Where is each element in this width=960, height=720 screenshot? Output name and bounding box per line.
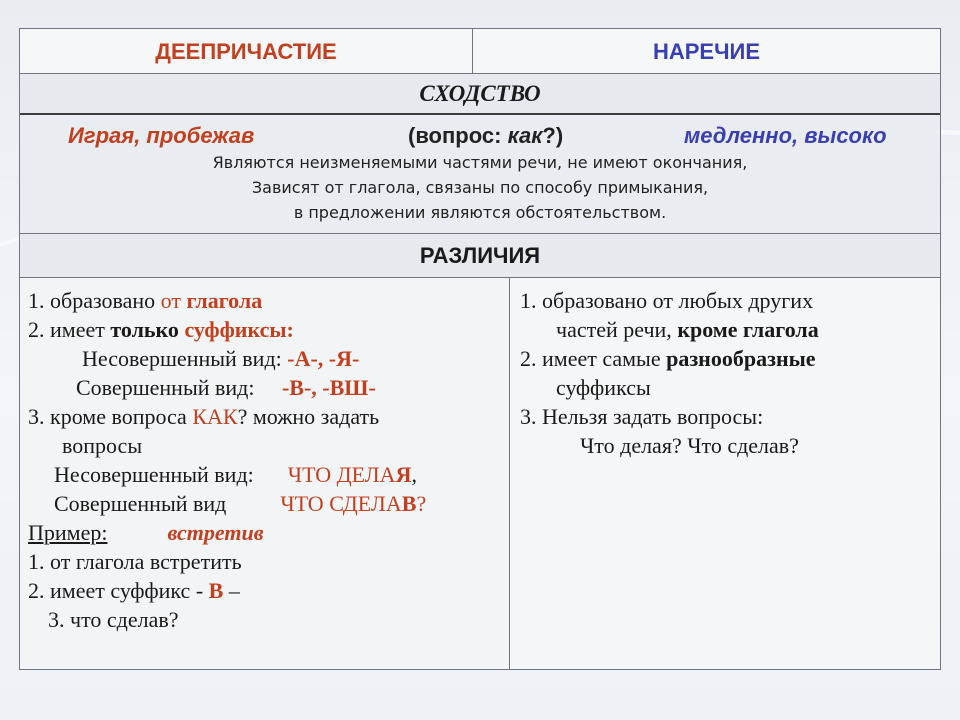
diff-left-line: 3. кроме вопроса КАК? можно задать xyxy=(28,404,380,429)
diff-left-line: Несовершенный вид: ЧТО ДЕЛАЯ, xyxy=(54,462,417,487)
diff-right-line: суффиксы xyxy=(556,375,651,400)
header-row xyxy=(20,29,940,74)
question-note xyxy=(408,123,563,149)
diff-left-line: 1. образовано от глагола xyxy=(28,288,263,313)
diff-left-line: 3. что сделав? xyxy=(48,607,179,632)
diff-left-line: 2. имеет суффикс - В – xyxy=(28,578,240,603)
similarity-line-3: в предложении являются обстоятельством. xyxy=(293,203,667,222)
similarity-line-2: Зависят от глагола, связаны по способу примыкания, xyxy=(251,178,709,197)
diff-left-line: Совершенный вид ЧТО СДЕЛАВ? xyxy=(54,491,427,516)
adverb-differences xyxy=(510,278,940,669)
header-participle: ДЕЕПРИЧАСТИЕ xyxy=(20,29,473,74)
similarity-examples xyxy=(20,123,940,151)
adverb-examples: медленно, высоко xyxy=(684,123,887,148)
diff-right-line: 2. имеет самые разнообразные xyxy=(520,346,816,371)
diff-left-line: 1. от глагола встретить xyxy=(28,549,242,574)
question-suffix: ?) xyxy=(542,123,564,148)
diff-left-line: 2. имеет только суффиксы: xyxy=(28,317,294,342)
similarity-cell xyxy=(20,115,940,234)
comparison-table xyxy=(19,28,941,670)
diff-left-line: вопросы xyxy=(62,433,143,458)
differences-title: РАЗЛИЧИЯ xyxy=(20,234,940,278)
question-word: как xyxy=(507,123,543,148)
diff-left-line: Совершенный вид: -В-, -ВШ- xyxy=(76,375,376,400)
diff-right-line: 1. образовано от любых других xyxy=(520,288,814,313)
diff-right-line: Что делая? Что сделав? xyxy=(580,433,799,458)
question-prefix: (вопрос: xyxy=(408,123,508,148)
diff-right-line: частей речи, кроме глагола xyxy=(556,317,819,342)
diff-left-line: Пример: встретив xyxy=(28,520,264,545)
diff-left-line: Несовершенный вид: -А-, -Я- xyxy=(82,346,360,371)
participle-examples: Играя, пробежав xyxy=(68,123,255,148)
header-adverb: НАРЕЧИЕ xyxy=(652,38,761,64)
differences-row xyxy=(20,278,940,669)
similarity-line-1: Являются неизменяемыми частями речи, не имеют окончания, xyxy=(212,153,748,172)
diff-right-line: 3. Нельзя задать вопросы: xyxy=(520,404,764,429)
similarity-title: СХОДСТВО xyxy=(20,74,940,115)
participle-differences xyxy=(20,278,510,669)
